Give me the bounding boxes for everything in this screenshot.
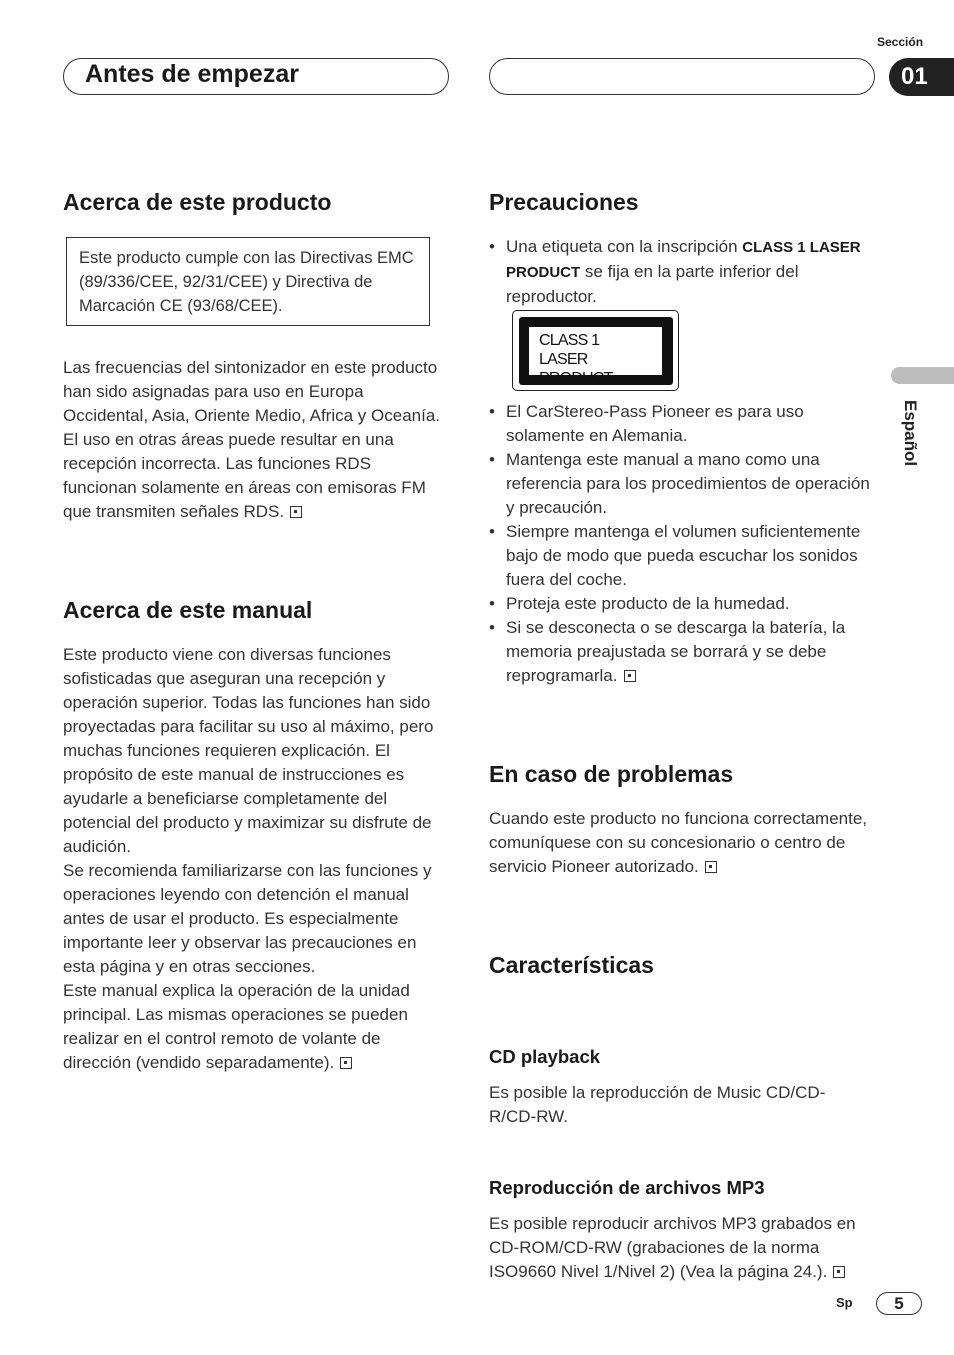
end-mark-icon (705, 861, 717, 873)
heading-mp3: Reproducción de archivos MP3 (489, 1177, 765, 1198)
cd-paragraph (489, 1081, 859, 1129)
manual-p1: Este producto viene con diversas funciones sofisticadas que aseguran una recepción y operación superior. Todas las funciones han sido proyectadas para facilitar su uso al máximo, pero muchas funciones requieren explicación. El propósito de este manual de instrucciones es ayudarle a beneficiarse completamente del potencial del producto y maximizar su disfrute de audición. (63, 645, 434, 856)
list-item: • Si se desconecta o se descarga la batería, la memoria preajustada se borrará y se debe reprogramarla. (489, 616, 866, 688)
list-item: • Mantenga este manual a mano como una referencia para los procedimientos de operación y precaución. (489, 448, 881, 520)
page-title: Antes de empezar (85, 60, 299, 88)
problemas-text: Cuando este producto no funciona correctamente, comuníquese con su concesionario o centro de servicio Pioneer autorizado. (489, 809, 868, 876)
problemas-paragraph (489, 807, 881, 879)
heading-cd-playback: CD playback (489, 1046, 601, 1067)
producto-paragraph (63, 356, 451, 524)
end-mark-icon (290, 506, 302, 518)
language-label: Español (901, 400, 920, 467)
list-item: • Proteja este producto de la humedad. (489, 592, 881, 616)
manual-paragraphs (63, 643, 453, 1075)
end-mark-icon (833, 1266, 845, 1278)
list-item: • El CarStereo-Pass Pioneer es para uso solamente en Alemania. (489, 400, 881, 448)
language-tab (891, 367, 954, 384)
laser-product-label (512, 310, 679, 391)
list-item: • Siempre mantenga el volumen suficientemente bajo de modo que pueda escuchar los sonidos fuera del coche. (489, 520, 881, 592)
compliance-box (66, 237, 430, 326)
page-number: 5 (876, 1292, 922, 1315)
precaution-bullets (489, 400, 881, 688)
footer-lang-code: Sp (836, 1295, 853, 1310)
compliance-text: Este producto cumple con las Directivas EMC (89/336/CEE, 92/31/CEE) y Directiva de Marcación CE (93/68/CEE). (79, 249, 414, 315)
heading-caracteristicas: Características (489, 952, 654, 978)
mp3-paragraph (489, 1212, 869, 1284)
laser-inline-label: CLASS 1 LASER PRODUCT (506, 239, 861, 281)
laser-label-line2: LASER PRODUCT (539, 350, 613, 387)
heading-acerca-producto: Acerca de este producto (63, 189, 332, 215)
section-number-badge: 01 (889, 58, 954, 96)
producto-text: Las frecuencias del sintonizador en este producto han sido asignadas para uso en Europa Occidental, Asia, Oriente Medio, Africa y Oceanía. El uso en otras áreas puede resultar en una recepción incorrecta. Las funciones RDS funcionan solamente en áreas con emisoras FM que transmiten señales RDS. (63, 358, 441, 521)
heading-acerca-manual: Acerca de este manual (63, 597, 313, 623)
mp3-text: Es posible reproducir archivos MP3 grabados en CD-ROM/CD-RW (grabaciones de la norma ISO9660 Nivel 1/Nivel 2) (Vea la página 24.). (489, 1214, 856, 1281)
cd-text: Es posible la reproducción de Music CD/CD-R/CD-RW. (489, 1083, 826, 1126)
laser-label-line1: CLASS 1 (539, 331, 600, 349)
end-mark-icon (624, 670, 636, 682)
heading-problemas: En caso de problemas (489, 761, 734, 787)
manual-p2: Se recomienda familiarizarse con las funciones y operaciones leyendo con detención el manual antes de usar el producto. Es especialmente importante leer y observar las precauciones en esta página y en otras secciones. (63, 861, 432, 976)
end-mark-icon (340, 1057, 352, 1069)
header-blank-frame (489, 58, 875, 95)
heading-precauciones: Precauciones (489, 189, 639, 215)
section-label: Sección (877, 35, 924, 49)
list-item: • Una etiqueta con la inscripción CLASS 1 LASER PRODUCT se fija en la parte inferior del reproductor. (489, 235, 881, 309)
precaution-first-bullet (489, 235, 881, 309)
manual-p3: Este manual explica la operación de la unidad principal. Las mismas operaciones se pueden realizar en el control remoto de volante de dirección (vendido separadamente). (63, 981, 410, 1072)
